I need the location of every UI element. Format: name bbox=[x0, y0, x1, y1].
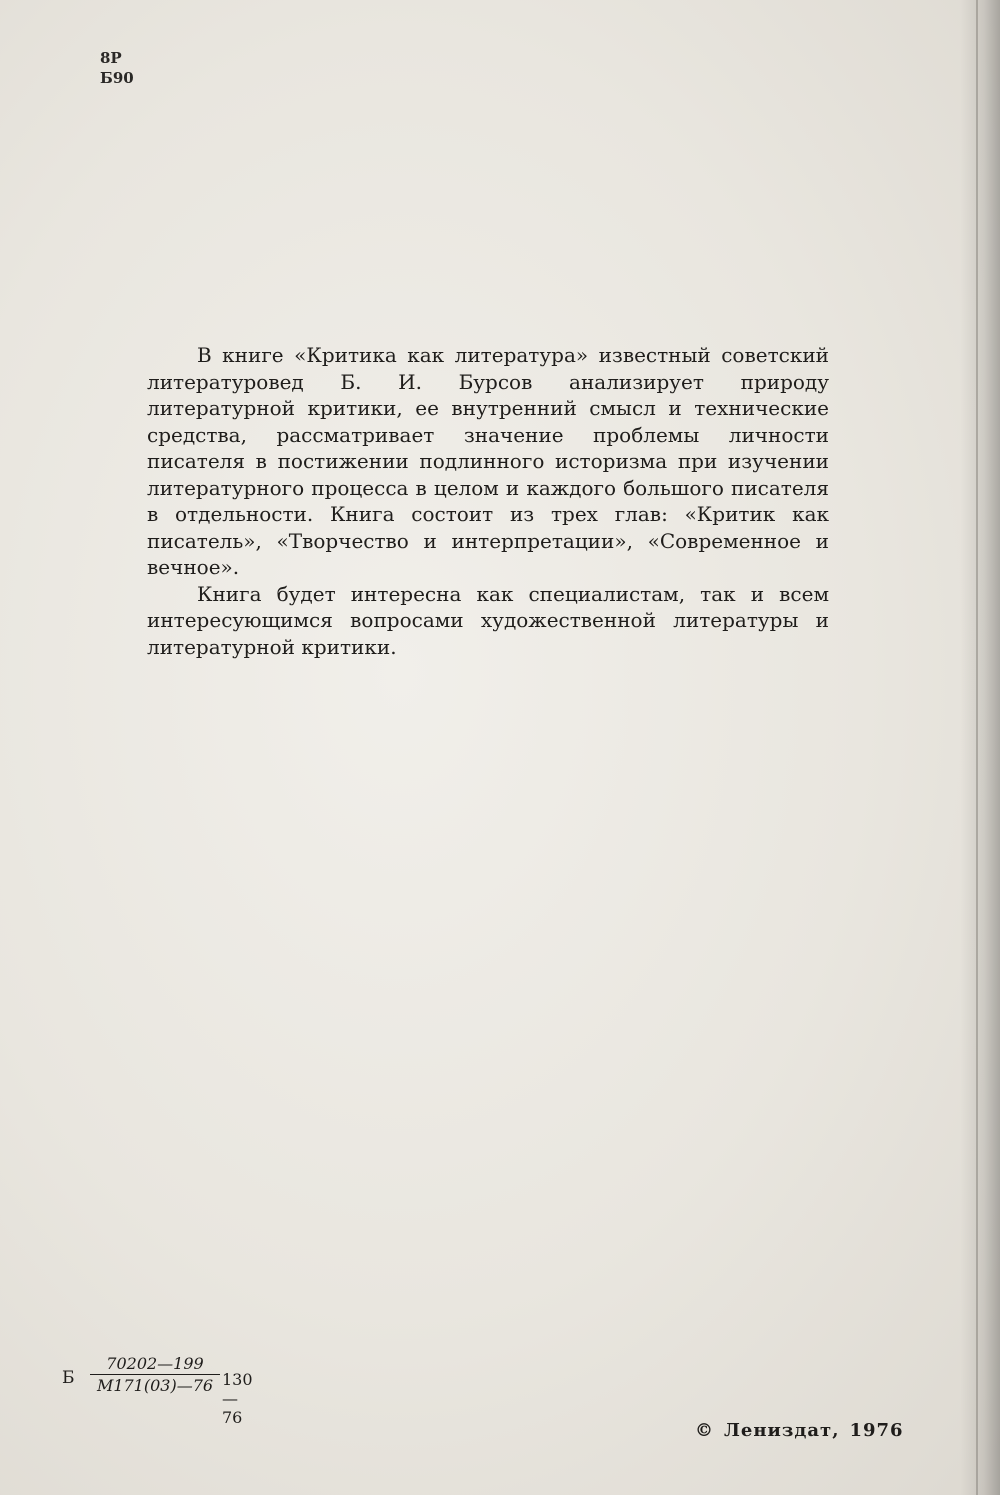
catalog-denominator: М171(03)—76 bbox=[96, 1376, 214, 1395]
publication-year: 1976 bbox=[849, 1420, 904, 1441]
publisher-name: Лениздат, bbox=[724, 1420, 840, 1441]
annotation-paragraph-1: В книге «Критика как литература» известный советский литературовед Б. И. Бурсов анализирует природу литературной критики, ее внутренний смысл и технические средства, рассматривает значение проблемы личности писателя в постижении подлинного историзма при изучении литературного процесса в целом и каждого большого писателя в отдельности. Книга состоит из трех глав: «Критик как писатель», «Творчество и интерпретации», «Современное и вечное». bbox=[147, 343, 829, 579]
catalog-numerator: 70202—199 bbox=[90, 1354, 220, 1375]
copyright-symbol: © bbox=[695, 1420, 714, 1441]
annotation-paragraph-2: Книга будет интересна как специалистам, так и всем интересующимся вопросами художественной литературы и литературной критики. bbox=[147, 581, 829, 659]
catalog-fraction bbox=[90, 1354, 220, 1395]
library-classification bbox=[100, 48, 134, 88]
book-annotation bbox=[147, 342, 829, 660]
catalog-letter: Б bbox=[62, 1368, 75, 1388]
page-edge-line bbox=[976, 0, 978, 1495]
classification-code: 8Р bbox=[100, 49, 122, 67]
page-edge-shadow bbox=[960, 0, 1000, 1495]
copyright-line bbox=[695, 1420, 914, 1441]
catalog-suffix: 130—76 bbox=[222, 1370, 253, 1427]
author-mark: Б90 bbox=[100, 69, 134, 87]
